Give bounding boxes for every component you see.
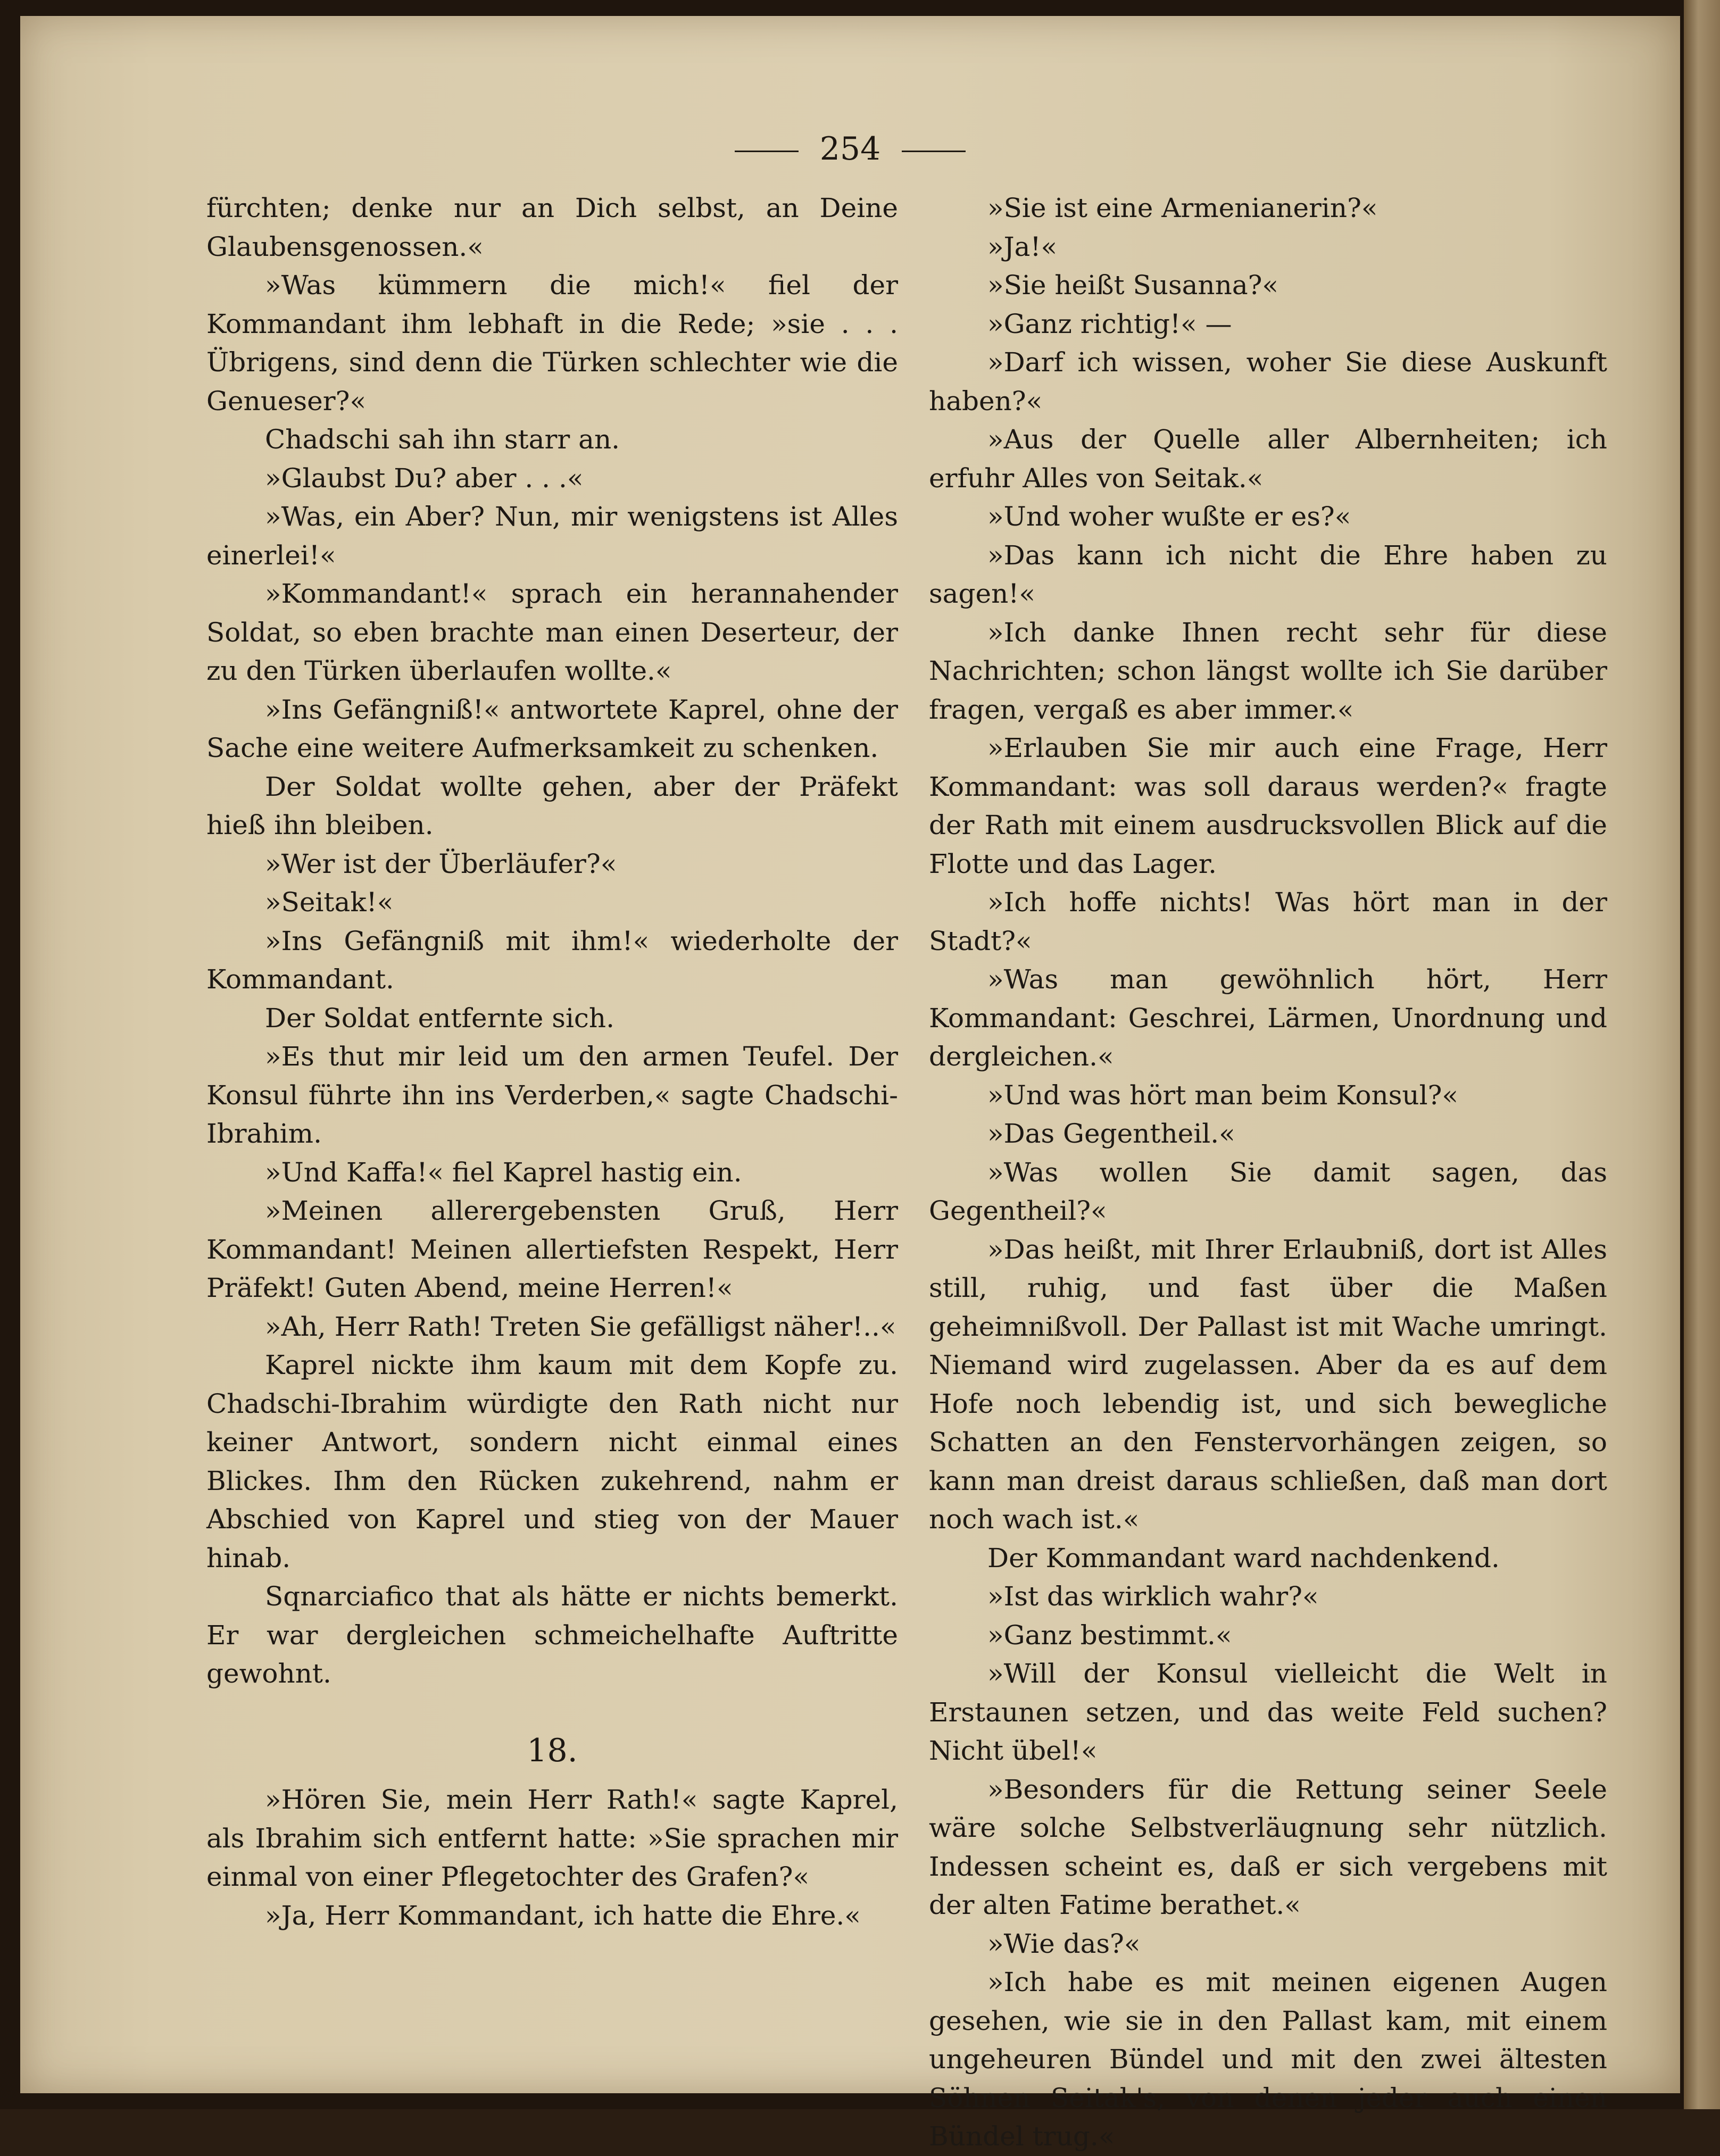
paragraph: »Das heißt, mit Ihrer Erlaubniß, dort ist Alles still, ruhig, und fast über die Maßen geheimnißvoll. Der Pallast ist mit Wache umringt. Niemand wird zugelassen. Aber da es auf dem Hofe noch lebendig ist, und sich bewegliche Schatten an den Fenstervorhängen zeigen, so kann man dreist daraus schließen, daß man dort noch wach ist.«: [929, 1234, 1607, 1535]
paragraph: Chadschi sah ihn starr an.: [265, 424, 620, 455]
paragraph: »Das Gegentheil.«: [987, 1118, 1235, 1149]
paragraph: »Meinen allerergebensten Gruß, Herr Kommandant! Meinen allertiefsten Respekt, Herr Präfekt! Guten Abend, meine Herren!«: [206, 1195, 898, 1303]
page-header: [20, 130, 1680, 168]
paragraph: Der Kommandant ward nachdenkend.: [987, 1542, 1500, 1574]
paragraph: »Wie das?«: [987, 1928, 1141, 1959]
paragraph: »Ich danke Ihnen recht sehr für diese Nachrichten; schon längst wollte ich Sie darüber fragen, vergaß es aber immer.«: [929, 617, 1607, 725]
paragraph: »Besonders für die Rettung seiner Seele wäre solche Selbstverläugnung sehr nützlich. Indessen scheint es, daß er sich vergebens mit der alten Fatime berathet.«: [929, 1774, 1607, 1920]
right-column: [929, 189, 1607, 2156]
paragraph: »Kommandant!« sprach ein herannahender Soldat, so eben brachte man einen Deserteur, der zu den Türken überlaufen wollte.«: [206, 578, 898, 686]
paragraph: »Was wollen Sie damit sagen, das Gegentheil?«: [929, 1156, 1607, 1226]
paragraph: »Ich habe es mit meinen eigenen Augen gesehen, wie sie in den Pallast kam, mit einem ungeheuren Bündel und mit den zwei ältesten Söhnen Seitak's, von denen jeder auch einen Bündel trug.«: [929, 1967, 1607, 2152]
paragraph: »Hören Sie, mein Herr Rath!« sagte Kaprel, als Ibrahim sich entfernt hatte: »Sie sprachen mir einmal von einer Pflegetochter des Grafen?«: [206, 1784, 898, 1892]
paragraph: fürchten; denke nur an Dich selbst, an Deine Glaubensgenossen.«: [206, 193, 898, 262]
paragraph: »Ja!«: [987, 231, 1058, 262]
paragraph: »Ins Gefängniß!« antwortete Kaprel, ohne der Sache eine weitere Aufmerksamkeit zu schenken.: [206, 694, 898, 763]
paragraph: »Ist das wirklich wahr?«: [987, 1581, 1319, 1612]
paragraph: »Ganz richtig!« —: [987, 308, 1232, 339]
paragraph: »Wer ist der Überläufer?«: [265, 848, 617, 879]
paragraph: »Darf ich wissen, woher Sie diese Auskunft haben?«: [929, 347, 1607, 417]
section-number: 18.: [527, 1732, 578, 1769]
paragraph: »Ganz bestimmt.«: [987, 1619, 1232, 1651]
header-rule-left: [735, 151, 799, 152]
paragraph: »Und Kaffa!« fiel Kaprel hastig ein.: [265, 1156, 742, 1188]
paragraph: Kaprel nickte ihm kaum mit dem Kopfe zu. Chadschi-Ibrahim würdigte den Rath nicht nur keiner Antwort, sondern nicht einmal eines Blickes. Ihm den Rücken zukehrend, nahm er Abschied von Kaprel und stieg von der Mauer hinab.: [206, 1350, 898, 1574]
paragraph: »Ins Gefängniß mit ihm!« wiederholte der Kommandant.: [206, 925, 898, 995]
paragraph: »Sie ist eine Armenianerin?«: [987, 193, 1378, 223]
book-page: [20, 16, 1680, 2152]
paragraph: »Das kann ich nicht die Ehre haben zu sagen!«: [929, 539, 1607, 609]
paragraph: »Aus der Quelle aller Albernheiten; ich erfuhr Alles von Seitak.«: [929, 424, 1607, 494]
left-column: [206, 189, 898, 1935]
paragraph: »Ja, Herr Kommandant, ich hatte die Ehre.«: [265, 1900, 861, 1931]
paragraph: »Seitak!«: [265, 887, 394, 918]
paragraph: Sqnarciafico that als hätte er nichts bemerkt. Er war dergleichen schmeichelhafte Auftritte gewohnt.: [206, 1581, 898, 1689]
page-number: 254: [819, 130, 881, 168]
paragraph: »Will der Konsul vielleicht die Welt in Erstaunen setzen, und das weite Feld suchen? Nicht übel!«: [929, 1658, 1607, 1766]
paragraph: »Und was hört man beim Konsul?«: [987, 1079, 1458, 1111]
paragraph: »Glaubst Du? aber . . .«: [265, 462, 584, 494]
paragraph: Der Soldat entfernte sich.: [265, 1002, 615, 1034]
paragraph: »Ich hoffe nichts! Was hört man in der Stadt?«: [929, 887, 1607, 956]
paragraph: »Was, ein Aber? Nun, mir wenigstens ist Alles einerlei!«: [206, 501, 898, 571]
paragraph: »Es thut mir leid um den armen Teufel. Der Konsul führte ihn ins Verderben,« sagte Chadschi-Ibrahim.: [206, 1041, 898, 1149]
paragraph: »Was man gewöhnlich hört, Herr Kommandant: Geschrei, Lärmen, Unordnung und dergleichen.«: [929, 964, 1607, 1072]
paragraph: »Was kümmern die mich!« fiel der Kommandant ihm lebhaft in die Rede; »sie . . . Übrigens, sind denn die Türken schlechter wie die Genueser?«: [206, 270, 898, 417]
paragraph: »Sie heißt Susanna?«: [987, 270, 1279, 301]
header-rule-right: [902, 151, 966, 152]
paragraph: »Erlauben Sie mir auch eine Frage, Herr Kommandant: was soll daraus werden?« fragte der Rath mit einem ausdrucksvollen Blick auf die Flotte und das Lager.: [929, 732, 1607, 879]
paragraph: »Und woher wußte er es?«: [987, 501, 1351, 532]
paragraph: »Ah, Herr Rath! Treten Sie gefälligst näher!..«: [265, 1311, 896, 1342]
paragraph: Der Soldat wollte gehen, aber der Präfekt hieß ihn bleiben.: [206, 771, 898, 840]
adjacent-page-edge: [1684, 0, 1720, 2109]
